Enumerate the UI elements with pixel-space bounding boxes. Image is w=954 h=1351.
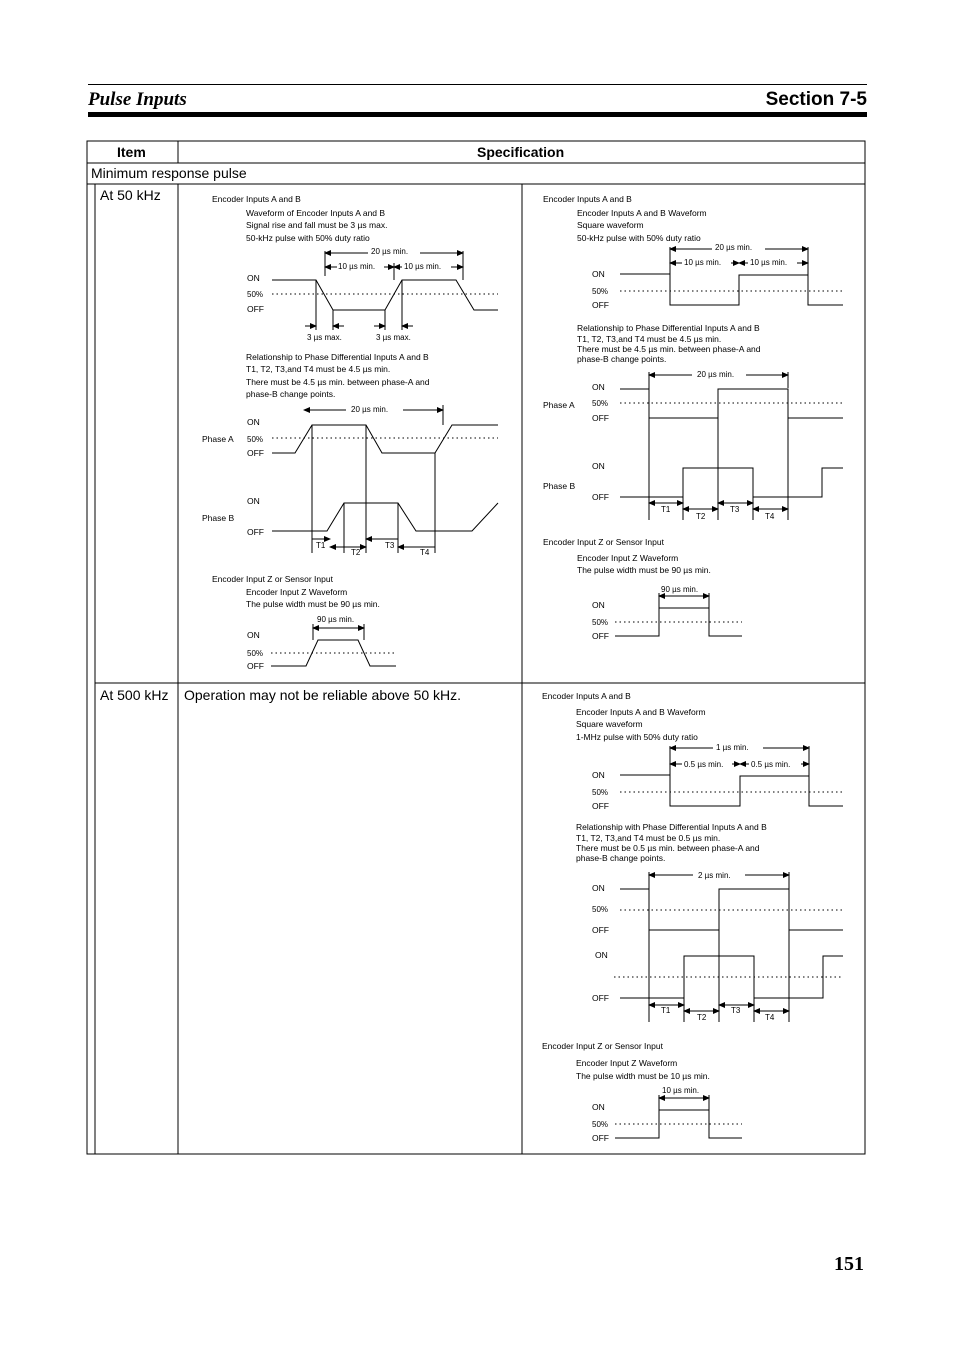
diagram-label-57: T1 bbox=[661, 505, 671, 514]
diagram-label-28: Encoder Input Z or Sensor Input bbox=[212, 574, 333, 584]
diagram-label-36: Encoder Inputs A and B Waveform bbox=[577, 208, 707, 218]
diagram-label-8: 50% bbox=[247, 290, 264, 299]
row-item-50khz: At 50 kHz bbox=[100, 187, 161, 203]
diagram-label-52: 50% bbox=[592, 399, 609, 408]
diagram-label-63: The pulse width must be 90 µs min. bbox=[577, 565, 711, 575]
row-item-500khz: At 500 kHz bbox=[100, 687, 169, 703]
diagram-label-30: The pulse width must be 90 µs min. bbox=[246, 599, 380, 609]
diagram-label-4: 20 µs min. bbox=[371, 247, 409, 256]
diagram-label-78: Relationship with Phase Differential Inputs A and B bbox=[576, 822, 767, 832]
diagram-label-66: 50% bbox=[592, 618, 609, 627]
diagram-label-95: 10 µs min. bbox=[662, 1086, 700, 1095]
diagram-label-10: 3 µs max. bbox=[307, 333, 342, 342]
group-label: Minimum response pulse bbox=[91, 165, 247, 181]
diagram-label-14: There must be 4.5 µs min. between phase-A and bbox=[246, 377, 430, 387]
diagram-label-27: T4 bbox=[420, 548, 430, 557]
diagram-label-45: Relationship to Phase Differential Inputs A and B bbox=[577, 323, 760, 333]
diagram-label-51: Phase A bbox=[543, 400, 575, 410]
diagram-label-82: 2 µs min. bbox=[698, 871, 731, 880]
diagram-label-77: OFF bbox=[592, 801, 609, 811]
diagram-label-94: The pulse width must be 10 µs min. bbox=[576, 1071, 710, 1081]
page-header-section: Section 7-5 bbox=[765, 89, 867, 110]
diagram-label-31: 90 µs min. bbox=[317, 615, 355, 624]
ab-title: Encoder Inputs A and B bbox=[212, 194, 301, 204]
diagram-label-91: T4 bbox=[765, 1013, 775, 1022]
diagram-label-47: There must be 4.5 µs min. between phase-A and bbox=[577, 344, 761, 354]
diagram-label-80: There must be 0.5 µs min. between phase-A and bbox=[576, 843, 760, 853]
diagram-label-9: OFF bbox=[247, 304, 264, 314]
diagram-label-56: OFF bbox=[592, 492, 609, 502]
diagram-label-23: OFF bbox=[247, 527, 264, 537]
diagram-label-88: T1 bbox=[661, 1006, 671, 1015]
diagram-label-61: Encoder Input Z or Sensor Input bbox=[543, 537, 664, 547]
diagram-label-74: 0.5 µs min. bbox=[751, 760, 791, 769]
diagram-50khz-right bbox=[543, 194, 843, 641]
diagram-label-13: T1, T2, T3,and T4 must be 4.5 µs min. bbox=[246, 364, 391, 374]
diagram-label-86: ON bbox=[595, 950, 608, 960]
diagram-label-76: 50% bbox=[592, 788, 609, 797]
diagram-label-29: Encoder Input Z Waveform bbox=[246, 587, 348, 597]
diagram-label-2: Signal rise and fall must be 3 µs max. bbox=[246, 220, 388, 230]
diagram-label-81: phase-B change points. bbox=[576, 853, 666, 863]
diagram-label-62: Encoder Input Z Waveform bbox=[577, 553, 679, 563]
diagram-label-33: 50% bbox=[247, 649, 264, 658]
row-500khz-note: Operation may not be reliable above 50 kHz. bbox=[184, 687, 462, 703]
diagram-label-70: Square waveform bbox=[576, 719, 643, 729]
diagram-label-26: T3 bbox=[385, 541, 395, 550]
diagram-label-83: ON bbox=[592, 883, 605, 893]
diagram-label-44: OFF bbox=[592, 300, 609, 310]
diagram-label-5: 10 µs min. bbox=[338, 262, 376, 271]
diagram-label-75: ON bbox=[592, 770, 605, 780]
diagram-label-58: T2 bbox=[696, 512, 706, 521]
diagram-label-98: OFF bbox=[592, 1133, 609, 1143]
diagram-label-22: Phase B bbox=[202, 513, 235, 523]
diagram-label-6: 10 µs min. bbox=[404, 262, 442, 271]
diagram-label-89: T2 bbox=[697, 1013, 707, 1022]
diagram-label-19: 50% bbox=[247, 435, 264, 444]
diagram-label-90: T3 bbox=[731, 1006, 741, 1015]
diagram-label-46: T1, T2, T3,and T4 must be 4.5 µs min. bbox=[577, 334, 722, 344]
diagram-label-40: 10 µs min. bbox=[684, 258, 722, 267]
diagram-label-32: ON bbox=[247, 630, 260, 640]
diagram-label-68: Encoder Inputs A and B bbox=[542, 691, 631, 701]
diagram-label-96: ON bbox=[592, 1102, 605, 1112]
diagram-label-72: 1 µs min. bbox=[716, 743, 749, 752]
diagram-label-53: OFF bbox=[592, 413, 609, 423]
diagram-label-17: ON bbox=[247, 417, 260, 427]
diagram-label-48: phase-B change points. bbox=[577, 354, 667, 364]
diagram-label-11: 3 µs max. bbox=[376, 333, 411, 342]
diagram-label-24: T1 bbox=[316, 541, 326, 550]
diagram-label-64: 90 µs min. bbox=[661, 585, 699, 594]
diagram-label-54: ON bbox=[592, 461, 605, 471]
diagram-label-55: Phase B bbox=[543, 481, 576, 491]
diagram-label-85: OFF bbox=[592, 925, 609, 935]
diagram-label-43: 50% bbox=[592, 287, 609, 296]
diagram-label-21: ON bbox=[247, 496, 260, 506]
diagram-label-87: OFF bbox=[592, 993, 609, 1003]
diagram-label-73: 0.5 µs min. bbox=[684, 760, 724, 769]
diagram-label-18: Phase A bbox=[202, 434, 234, 444]
diagram-label-35: Encoder Inputs A and B bbox=[543, 194, 632, 204]
column-header-specification: Specification bbox=[477, 144, 565, 160]
diagram-label-39: 20 µs min. bbox=[715, 243, 753, 252]
diagram-label-69: Encoder Inputs A and B Waveform bbox=[576, 707, 706, 717]
diagram-label-60: T4 bbox=[765, 512, 775, 521]
diagram-label-25: T2 bbox=[351, 548, 361, 557]
diagram-label-38: 50-kHz pulse with 50% duty ratio bbox=[577, 233, 701, 243]
page-number: 151 bbox=[834, 1253, 864, 1275]
column-header-item: Item bbox=[117, 144, 146, 160]
diagram-label-1: Waveform of Encoder Inputs A and B bbox=[246, 208, 386, 218]
diagram-label-92: Encoder Input Z or Sensor Input bbox=[542, 1041, 663, 1051]
diagram-label-59: T3 bbox=[730, 505, 740, 514]
diagram-label-50: ON bbox=[592, 382, 605, 392]
diagram-label-15: phase-B change points. bbox=[246, 389, 336, 399]
diagram-label-42: ON bbox=[592, 269, 605, 279]
diagram-label-34: OFF bbox=[247, 661, 264, 671]
diagram-label-79: T1, T2, T3,and T4 must be 0.5 µs min. bbox=[576, 833, 721, 843]
diagram-50khz-left bbox=[202, 194, 498, 671]
diagram-label-71: 1-MHz pulse with 50% duty ratio bbox=[576, 732, 698, 742]
diagram-label-7: ON bbox=[247, 273, 260, 283]
diagram-label-93: Encoder Input Z Waveform bbox=[576, 1058, 678, 1068]
page-header-title: Pulse Inputs bbox=[88, 89, 187, 110]
diagram-label-65: ON bbox=[592, 600, 605, 610]
diagram-label-16: 20 µs min. bbox=[351, 405, 389, 414]
diagram-label-84: 50% bbox=[592, 905, 609, 914]
diagram-label-97: 50% bbox=[592, 1120, 609, 1129]
diagram-label-20: OFF bbox=[247, 448, 264, 458]
diagram-label-49: 20 µs min. bbox=[697, 370, 735, 379]
diagram-label-67: OFF bbox=[592, 631, 609, 641]
diagram-label-37: Square waveform bbox=[577, 220, 644, 230]
diagram-label-3: 50-kHz pulse with 50% duty ratio bbox=[246, 233, 370, 243]
diagram-label-12: Relationship to Phase Differential Inputs A and B bbox=[246, 352, 429, 362]
diagram-500khz-right bbox=[542, 691, 843, 1143]
diagram-label-41: 10 µs min. bbox=[750, 258, 788, 267]
